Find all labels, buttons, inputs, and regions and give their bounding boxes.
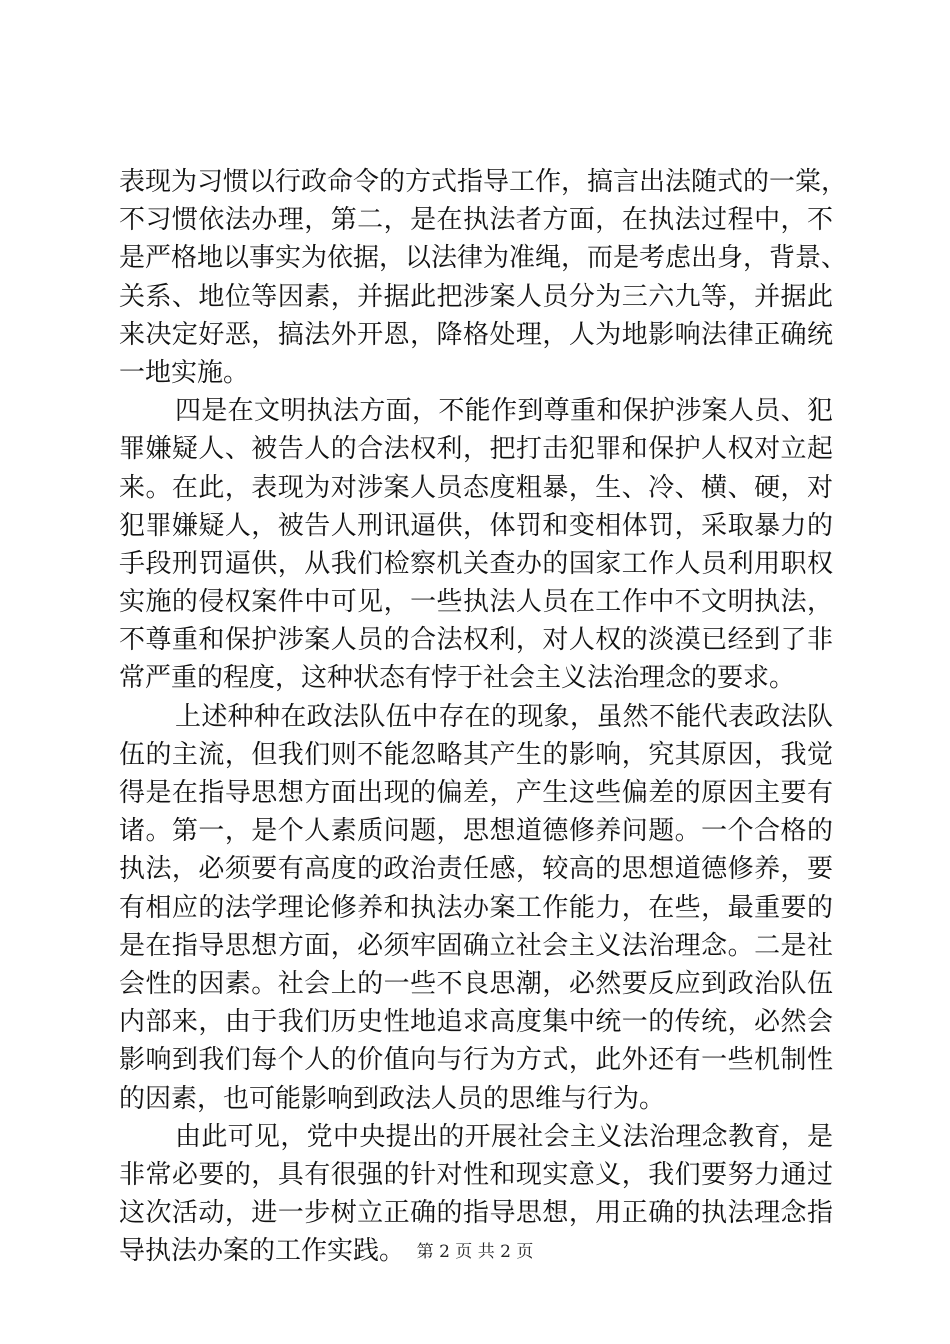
text-line: 非常必要的，具有很强的针对性和现实意义，我们要努力通过 bbox=[119, 1159, 833, 1190]
text-line: 伍的主流，但我们则不能忽略其产生的影响，究其原因，我觉 bbox=[119, 739, 833, 770]
text-line: 实施的侵权案件中可见，一些执法人员在工作中不文明执法， bbox=[119, 587, 833, 618]
text-line: 常严重的程度，这种状态有悖于社会主义法治理念的要求。 bbox=[119, 663, 796, 694]
text-line: 表现为习惯以行政命令的方式指导工作，搞言出法随式的一棠， bbox=[119, 167, 848, 197]
text-line: 罪嫌疑人、被告人的合法权利，把打击犯罪和保护人权对立起 bbox=[119, 434, 833, 465]
text-line: 犯罪嫌疑人，被告人刑讯逼供，体罚和变相体罚，采取暴力的 bbox=[119, 510, 833, 541]
text-line: 是严格地以事实为依据，以法律为准绳，而是考虑出身，背景、 bbox=[119, 243, 848, 274]
text-line: 的因素，也可能影响到政法人员的思维与行为。 bbox=[119, 1083, 666, 1114]
paragraph-start-line: 四是在文明执法方面，不能作到尊重和保护涉案人员、犯 bbox=[175, 396, 833, 427]
page-number-label: 第 2 页 共 2 页 bbox=[416, 1242, 534, 1262]
text-line: 这次活动，进一步树立正确的指导思想，用正确的执法理念指 bbox=[119, 1198, 833, 1229]
text-line: 来决定好恶，搞法外开恩，降格处理，人为地影响法律正确统 bbox=[119, 319, 833, 350]
text-line: 影响到我们每个人的价值向与行为方式，此外还有一些机制性 bbox=[119, 1045, 833, 1076]
text-line: 得是在指导思想方面出现的偏差，产生这些偏差的原因主要有 bbox=[119, 778, 833, 808]
text-line: 不尊重和保护涉案人员的合法权利，对人权的淡漠已经到了非 bbox=[119, 625, 833, 656]
paragraph-start-line: 由此可见，党中央提出的开展社会主义法治理念教育，是 bbox=[175, 1121, 833, 1152]
text-line: 来。在此，表现为对涉案人员态度粗暴，生、冷、横、硬，对 bbox=[119, 472, 833, 503]
text-line: 会性的因素。社会上的一些不良思潮，必然要反应到政治队伍 bbox=[119, 968, 833, 999]
page-footer bbox=[0, 1240, 950, 1264]
text-line: 执法，必须要有高度的政治责任感，较高的思想道德修养，要 bbox=[119, 854, 833, 885]
text-line: 一地实施。 bbox=[119, 357, 250, 388]
text-line: 不习惯依法办理，第二，是在执法者方面，在执法过程中，不 bbox=[119, 205, 833, 236]
text-line: 诸。第一，是个人素质问题，思想道德修养问题。一个合格的 bbox=[119, 816, 833, 847]
text-line: 是在指导思想方面，必须牢固确立社会主义法治理念。二是社 bbox=[119, 930, 833, 961]
text-line: 内部来，由于我们历史性地追求高度集中统一的传统，必然会 bbox=[119, 1007, 833, 1038]
body-text bbox=[119, 163, 848, 1270]
text-line: 有相应的法学理论修养和执法办案工作能力，在些，最重要的 bbox=[119, 892, 833, 923]
text-line: 导执法办案的工作实践。 bbox=[119, 1236, 406, 1267]
text-line: 手段刑罚逼供，从我们检察机关查办的国家工作人员利用职权 bbox=[119, 548, 833, 579]
paragraph-start-line: 上述种种在政法队伍中存在的现象，虽然不能代表政法队 bbox=[175, 701, 833, 732]
text-line: 关系、地位等因素，并据此把涉案人员分为三六九等，并据此 bbox=[119, 281, 833, 312]
